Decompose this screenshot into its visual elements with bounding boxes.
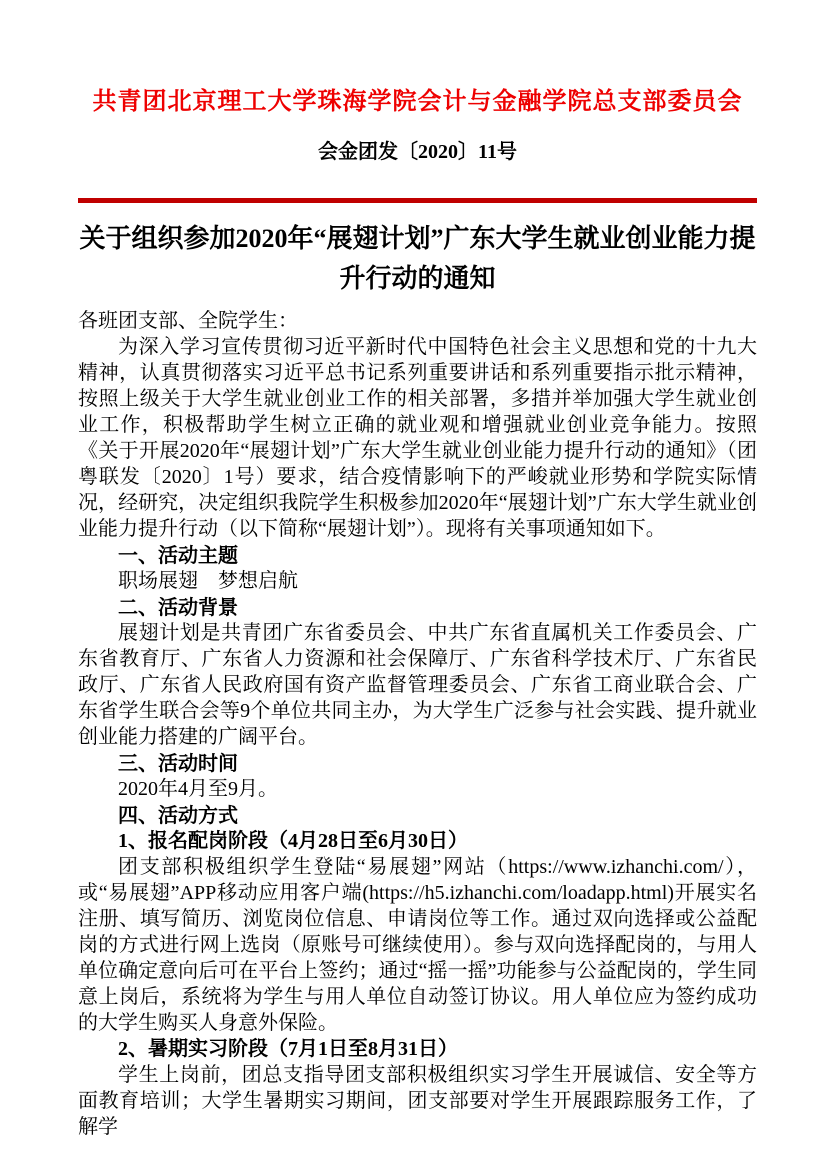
paragraph-stage-1: 团支部积极组织学生登陆“易展翅”网站（https://www.izhanchi.com/），或“易展翅”APP移动应用客户端(https://h5.izhanchi.com/loadapp.html)开展实名注册、填写简历、浏览岗位信息、申请岗位等工作。通过双向选择或公益配岗的方式进行网上选岗（原账号可继续使用）。参与双向选择配岗的，与用人单位确定意向后可在平台上签约；通过“摇一摇”功能参与公益配岗的，学生同意上岗后，系统将为学生与用人单位自动签订协议。用人单位应为签约成功的大学生购买人身意外保险。 <box>78 856 757 1034</box>
stage-2-heading: 2、暑期实习阶段（7月1日至8月31日） <box>118 1038 458 1060</box>
paragraph-stage-2: 学生上岗前，团总支指导团支部积极组织实习学生开展诚信、安全等方面教育培训；大学生暑期实习期间，团支部要对学生开展跟踪服务工作，了解学 <box>78 1064 757 1138</box>
doc-title: 关于组织参加2020年“展翅计划”广东大学生就业创业能力提升行动的通知 <box>79 224 756 293</box>
stage-1-heading: 1、报名配岗阶段（4月28日至6月30日） <box>118 830 468 852</box>
section-4-heading: 四、活动方式 <box>118 803 238 827</box>
paragraph-intro: 为深入学习宣传贯彻习近平新时代中国特色社会主义思想和党的十九大精神，认真贯彻落实习近平总书记系列重要讲话和系列重要指示批示精神，按照上级关于大学生就业创业工作的相关部署，多措并举加强大学生就业创业工作，积极帮助学生树立正确的就业观和增强就业创业竞争能力。按照《关于开展2020年“展翅计划”广东大学生就业创业能力提升行动的通知》（团粤联发〔2020〕1号）要求，结合疫情影响下的严峻就业形势和学院实际情况，经研究，决定组织我院学生积极参加2020年“展翅计划”广东大学生就业创业能力提升行动（以下简称“展翅计划”）。现将有关事项通知如下。 <box>78 336 757 540</box>
activity-theme-text: 职场展翅 梦想启航 <box>118 570 298 592</box>
section-1-heading: 一、活动主题 <box>118 543 238 567</box>
salutation: 各班团支部、全院学生： <box>78 310 298 332</box>
doc-number: 会金团发〔2020〕11号 <box>318 141 517 163</box>
activity-time-text: 2020年4月至9月。 <box>118 778 278 800</box>
org-title: 共青团北京理工大学珠海学院会计与金融学院总支部委员会 <box>92 89 743 115</box>
paragraph-background: 展翅计划是共青团广东省委员会、中共广东省直属机关工作委员会、广东省教育厅、广东省人力资源和社会保障厅、广东省科学技术厅、广东省民政厅、广东省人民政府国有资产监督管理委员会、广东省工商业联合会、广东省学生联合会等9个单位共同主办，为大学生广泛参与社会实践、提升就业创业能力搭建的广阔平台。 <box>78 622 757 748</box>
section-2-heading: 二、活动背景 <box>118 595 238 619</box>
doc-body <box>78 308 757 1140</box>
header-divider-line <box>78 198 757 203</box>
section-3-heading: 三、活动时间 <box>118 751 238 775</box>
